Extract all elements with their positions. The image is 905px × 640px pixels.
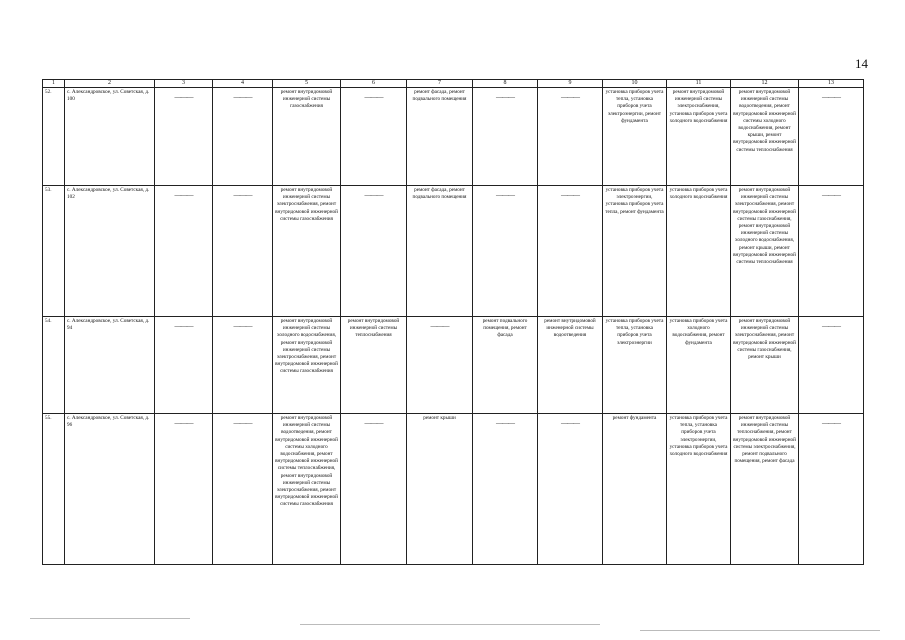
table-row [43, 414, 864, 565]
table-cell: ремонт внутридомовой инженерной системы электроснабжения, ремонт внутридомовой инженерной системы газоснабжения [273, 186, 341, 317]
table-cell [341, 414, 407, 565]
table-cell [799, 186, 864, 317]
table-cell: установка приборов учета холодного водоснабжения, ремонт фундамента [667, 317, 731, 414]
dash-mark: ——— [822, 93, 840, 101]
table-cell: ремонт крыши [407, 414, 473, 565]
table-cell [341, 88, 407, 186]
column-header: 3 [155, 80, 213, 88]
table-cell: установка приборов учета тепла, установка приборов учета электроэнергии, ремонт фундамента [603, 88, 667, 186]
address-cell: с. Александровское, ул. Советская, д. 100 [65, 88, 155, 186]
row-number: 55. [43, 414, 65, 565]
scan-artifact-line [30, 618, 190, 619]
dash-mark: ——— [561, 93, 579, 101]
dash-mark: ——— [364, 93, 383, 101]
column-number-row [43, 80, 864, 88]
address-cell: с. Александровское, ул. Советская, д. 102 [65, 186, 155, 317]
dash-mark: ——— [561, 191, 579, 199]
table-cell [473, 414, 538, 565]
table-cell [799, 317, 864, 414]
table-cell [213, 317, 273, 414]
table-row [43, 88, 864, 186]
table-cell [473, 88, 538, 186]
table-cell [341, 186, 407, 317]
table-cell [155, 414, 213, 565]
table-cell [155, 186, 213, 317]
scan-artifact-line [640, 630, 880, 631]
table-cell: ремонт внутридомовой инженерной системы водоотведения [538, 317, 603, 414]
dash-mark: ——— [174, 322, 193, 330]
repair-schedule-table-wrap [42, 79, 863, 565]
table-cell: ремонт подвального помещения, ремонт фасада [473, 317, 538, 414]
table-cell: ремонт фасада, ремонт подвального помещения [407, 88, 473, 186]
dash-mark: ——— [496, 93, 514, 101]
dash-mark: ——— [822, 191, 840, 199]
table-cell [155, 88, 213, 186]
table-cell: ремонт фундамента [603, 414, 667, 565]
table-cell [799, 88, 864, 186]
table-cell [407, 317, 473, 414]
dash-mark: ——— [822, 322, 840, 330]
column-header: 7 [407, 80, 473, 88]
dash-mark: ——— [430, 322, 449, 330]
row-number: 52. [43, 88, 65, 186]
column-header: 12 [731, 80, 799, 88]
address-cell: с. Александровское, ул. Советская, д. 94 [65, 317, 155, 414]
table-cell: ремонт внутридомовой инженерной системы электроснабжения, ремонт внутридомовой инженерной системы газоснабжения, ремонт внутридомовой инженерной системы холодного водоснабжения, ремонт крыши, ремонт внутридомовой инженерной системы теплоснабжения [731, 186, 799, 317]
table-cell [155, 317, 213, 414]
row-number: 53. [43, 186, 65, 317]
table-cell [538, 414, 603, 565]
column-header: 11 [667, 80, 731, 88]
table-cell [213, 186, 273, 317]
column-header: 13 [799, 80, 864, 88]
table-cell [799, 414, 864, 565]
dash-mark: ——— [233, 322, 252, 330]
column-header: 9 [538, 80, 603, 88]
table-cell: ремонт внутридомовой инженерной системы электроснабжения, ремонт внутридомовой инженерной системы газоснабжения, ремонт крыши [731, 317, 799, 414]
table-cell: установка приборов учета электроэнергии, установка приборов учета тепла, ремонт фундамента [603, 186, 667, 317]
column-header: 4 [213, 80, 273, 88]
dash-mark: ——— [174, 419, 193, 427]
table-row [43, 317, 864, 414]
column-header: 5 [273, 80, 341, 88]
column-header: 8 [473, 80, 538, 88]
column-header: 1 [43, 80, 65, 88]
page-number: 14 [855, 56, 868, 71]
address-cell: с. Александровское, ул. Советская, д. 96 [65, 414, 155, 565]
repair-schedule-table [42, 79, 864, 565]
table-row [43, 186, 864, 317]
table-cell [538, 88, 603, 186]
dash-mark: ——— [822, 419, 840, 427]
scan-artifact-line [300, 624, 600, 625]
dash-mark: ——— [364, 419, 383, 427]
dash-mark: ——— [174, 191, 193, 199]
table-cell: установка приборов учета холодного водоснабжения [667, 186, 731, 317]
dash-mark: ——— [174, 93, 193, 101]
table-cell: ремонт внутридомовой инженерной системы теплоснабжения [341, 317, 407, 414]
dash-mark: ——— [233, 93, 252, 101]
column-header: 6 [341, 80, 407, 88]
table-cell [473, 186, 538, 317]
dash-mark: ——— [496, 419, 514, 427]
table-cell: ремонт внутридомовой инженерной системы электроснабжения, установка приборов учета холодного водоснабжения [667, 88, 731, 186]
table-cell: ремонт внутридомовой инженерной системы газоснабжения [273, 88, 341, 186]
column-header: 2 [65, 80, 155, 88]
table-cell [538, 186, 603, 317]
dash-mark: ——— [233, 419, 252, 427]
column-header: 10 [603, 80, 667, 88]
row-number: 54. [43, 317, 65, 414]
table-cell: ремонт внутридомовой инженерной системы водоотведения, ремонт внутридомовой инженерной системы холодного водоснабжения, ремонт внутридомовой инженерной системы теплоснабжения, ремонт внутридомовой инженерной системы электроснабжения, ремонт внутридомовой инженерной системы газоснабжения [273, 414, 341, 565]
dash-mark: ——— [233, 191, 252, 199]
dash-mark: ——— [561, 419, 579, 427]
dash-mark: ——— [496, 191, 514, 199]
table-cell: ремонт внутридомовой инженерной системы водоотведения, ремонт внутридомовой инженерной системы холодного водоснабжения, ремонт крыши, ремонт внутридомовой инженерной системы теплоснабжения [731, 88, 799, 186]
dash-mark: ——— [364, 191, 383, 199]
table-cell: установка приборов учета тепла, установка приборов учета электроэнергии, установка приборов учета холодного водоснабжения [667, 414, 731, 565]
table-cell: ремонт внутридомовой инженерной системы теплоснабжения, ремонт внутридомовой инженерной системы электроснабжения, ремонт подвального помещения, ремонт фасада [731, 414, 799, 565]
table-cell [213, 414, 273, 565]
table-cell: ремонт фасада, ремонт подвального помещения [407, 186, 473, 317]
table-cell: установка приборов учета тепла, установка приборов учета электроэнергии [603, 317, 667, 414]
table-cell: ремонт внутридомовой инженерной системы холодного водоснабжения, ремонт внутридомовой инженерной системы электроснабжения, ремонт внутридомовой инженерной системы газоснабжения [273, 317, 341, 414]
table-cell [213, 88, 273, 186]
